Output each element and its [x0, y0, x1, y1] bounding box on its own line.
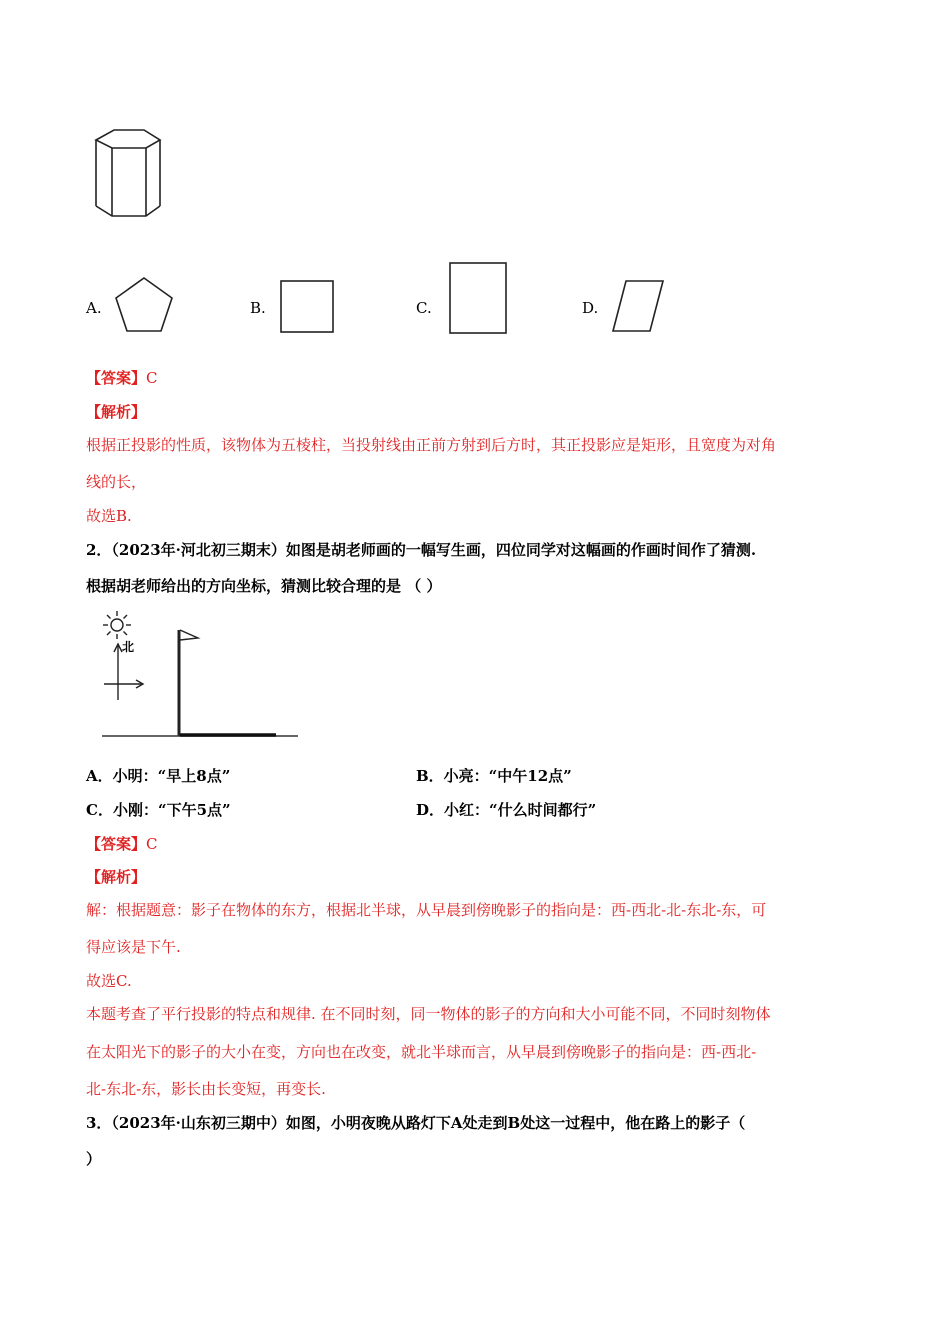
q1-analysis-line1: 根据正投影的性质，该物体为五棱柱，当投射线由正前方射到后方时，其正投影应是矩形，且宽度为对角: [86, 436, 777, 454]
option-b-label: B.: [250, 299, 266, 317]
option-c-label: C.: [416, 299, 432, 317]
flagpole-icon: [170, 628, 210, 738]
q2-analysis-line2: 得应该是下午.: [86, 938, 181, 956]
q3-stem-line2: ）: [86, 1150, 102, 1168]
q1-analysis-line2: 线的长，: [86, 473, 147, 491]
q1-answer: [86, 368, 158, 388]
q2-comment-line3: 北-东北-东，影长由长变短，再变长.: [86, 1080, 326, 1098]
q2-comment-line1: 本题考查了平行投影的特点和规律. 在不同时刻，同一物体的影子的方向和大小可能不同，不同时刻物体: [86, 1005, 771, 1023]
q1-conclusion: 故选B.: [86, 507, 132, 525]
option-a-label: A.: [86, 299, 102, 317]
q2-comment-line2: 在太阳光下的影子的大小在变，方向也在改变，就北半球而言，从早晨到傍晚影子的指向是：西-西北-: [86, 1043, 757, 1061]
sketch-figure: [100, 608, 300, 740]
answer-label: 【答案】: [86, 835, 147, 853]
parallelogram-shape: [612, 280, 664, 332]
q3-stem-line1: 3．（2023年·山东初三期中）如图，小明夜晚从路灯下A处走到B处这一过程中，他在路上的影子（: [86, 1114, 746, 1132]
answer-value: C: [146, 835, 158, 853]
q2-choice-c: C．小刚：“下午5点”: [86, 801, 231, 819]
shadow-ground-line: [100, 732, 300, 740]
pentagonal-prism-figure: [94, 128, 164, 220]
tall-rectangle-shape: [449, 262, 507, 334]
q2-stem-line1: 2．（2023年·河北初三期末）如图是胡老师画的一幅写生画，四位同学对这幅画的作画时间作了猜测.: [86, 541, 757, 559]
q2-answer: [86, 834, 158, 854]
q1-analysis-label: 【解析】: [86, 403, 147, 421]
north-label: 北: [122, 640, 135, 654]
direction-compass-icon: [102, 642, 144, 702]
option-d-label: D.: [582, 299, 599, 317]
q2-analysis-label: 【解析】: [86, 868, 147, 886]
pentagon-shape: [114, 276, 174, 334]
q2-stem-line2: 根据胡老师给出的方向坐标，猜测比较合理的是 （ ）: [86, 577, 442, 595]
answer-label: 【答案】: [86, 369, 147, 387]
q2-conclusion: 故选C.: [86, 972, 132, 990]
q2-choice-d: D．小红：“什么时间都行”: [416, 801, 597, 819]
q2-choice-a: A．小明：“早上8点”: [86, 767, 231, 785]
q2-choice-b: B．小亮：“中午12点”: [416, 767, 572, 785]
sun-icon: [102, 610, 132, 640]
answer-value: C: [146, 369, 158, 387]
square-shape: [280, 280, 334, 334]
q2-analysis-line1: 解：根据题意：影子在物体的东方，根据北半球，从早晨到傍晚影子的指向是：西-西北-北-东北-东，可: [86, 901, 767, 919]
